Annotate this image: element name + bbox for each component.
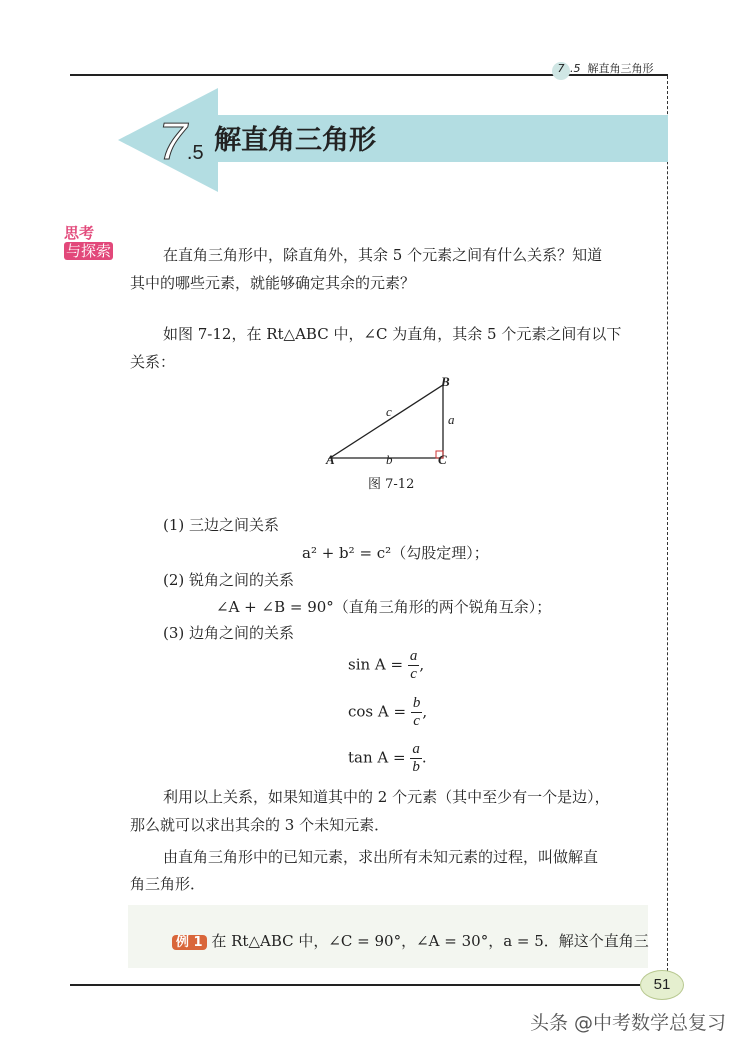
think-explore-icon: 思考 与探索 [64, 224, 112, 260]
page-number: 51 [640, 970, 684, 1000]
running-header-num: 7 [552, 62, 570, 80]
intro-line-2: 其中的哪些元素，就能够确定其余的元素？ [130, 274, 416, 292]
example-badge: 例 1 [172, 935, 207, 950]
relation-2-label: (2) 锐角之间的关系 [163, 571, 295, 589]
vertex-b: B [441, 374, 450, 389]
relation-1-label: (1) 三边之间关系 [163, 516, 280, 534]
example-1: 例 1 在 Rt△ABC 中，∠C = 90°，∠A = 30°，a = 5．解这个直角三 [172, 930, 649, 951]
watermark: 头条 @中考数学总复习 [530, 1012, 727, 1034]
para2-line-2: 关系： [130, 353, 176, 371]
section-title: 7.5 解直角三角形 [158, 113, 377, 171]
para3-line-1: 利用以上关系，如果知道其中的 2 个元素（其中至少有一个是边）， [163, 788, 610, 806]
relation-1-formula: a² + b² = c²（勾股定理）； [302, 544, 489, 562]
side-c: c [386, 404, 392, 419]
running-header-title: 解直角三角形 [587, 62, 654, 75]
para4-line-1: 由直角三角形中的已知元素，求出所有未知元素的过程，叫做解直 [163, 848, 599, 866]
figure-caption: 图 7-12 [368, 477, 415, 492]
sin-formula: sin A = $\frac{a}{c}$ , [348, 648, 425, 682]
footer-rule [70, 984, 640, 986]
intro-line-1: 在直角三角形中，除直角外，其余 5 个元素之间有什么关系？知道 [163, 246, 603, 264]
para3-line-2: 那么就可以求出其余的 3 个未知元素． [130, 816, 390, 834]
relation-2-formula: ∠A + ∠B = 90°（直角三角形的两个锐角互余）； [216, 598, 552, 616]
side-b: b [386, 452, 393, 467]
cos-formula: cos A = $\frac{b}{c}$ , [348, 695, 428, 729]
margin-dashed-line [667, 76, 668, 976]
vertex-a: A [326, 452, 335, 467]
para4-line-2: 角三角形． [130, 875, 206, 893]
vertex-c: C [438, 452, 447, 467]
para2-line-1: 如图 7-12，在 Rt△ABC 中，∠C 为直角，其余 5 个元素之间有以下 [163, 325, 622, 343]
tan-formula: tan A = $\frac{a}{b}$ . [348, 741, 427, 775]
running-header: 7 .5 解直角三角形 [552, 60, 654, 80]
relation-3-label: (3) 边角之间的关系 [163, 624, 295, 642]
side-a: a [448, 412, 455, 427]
